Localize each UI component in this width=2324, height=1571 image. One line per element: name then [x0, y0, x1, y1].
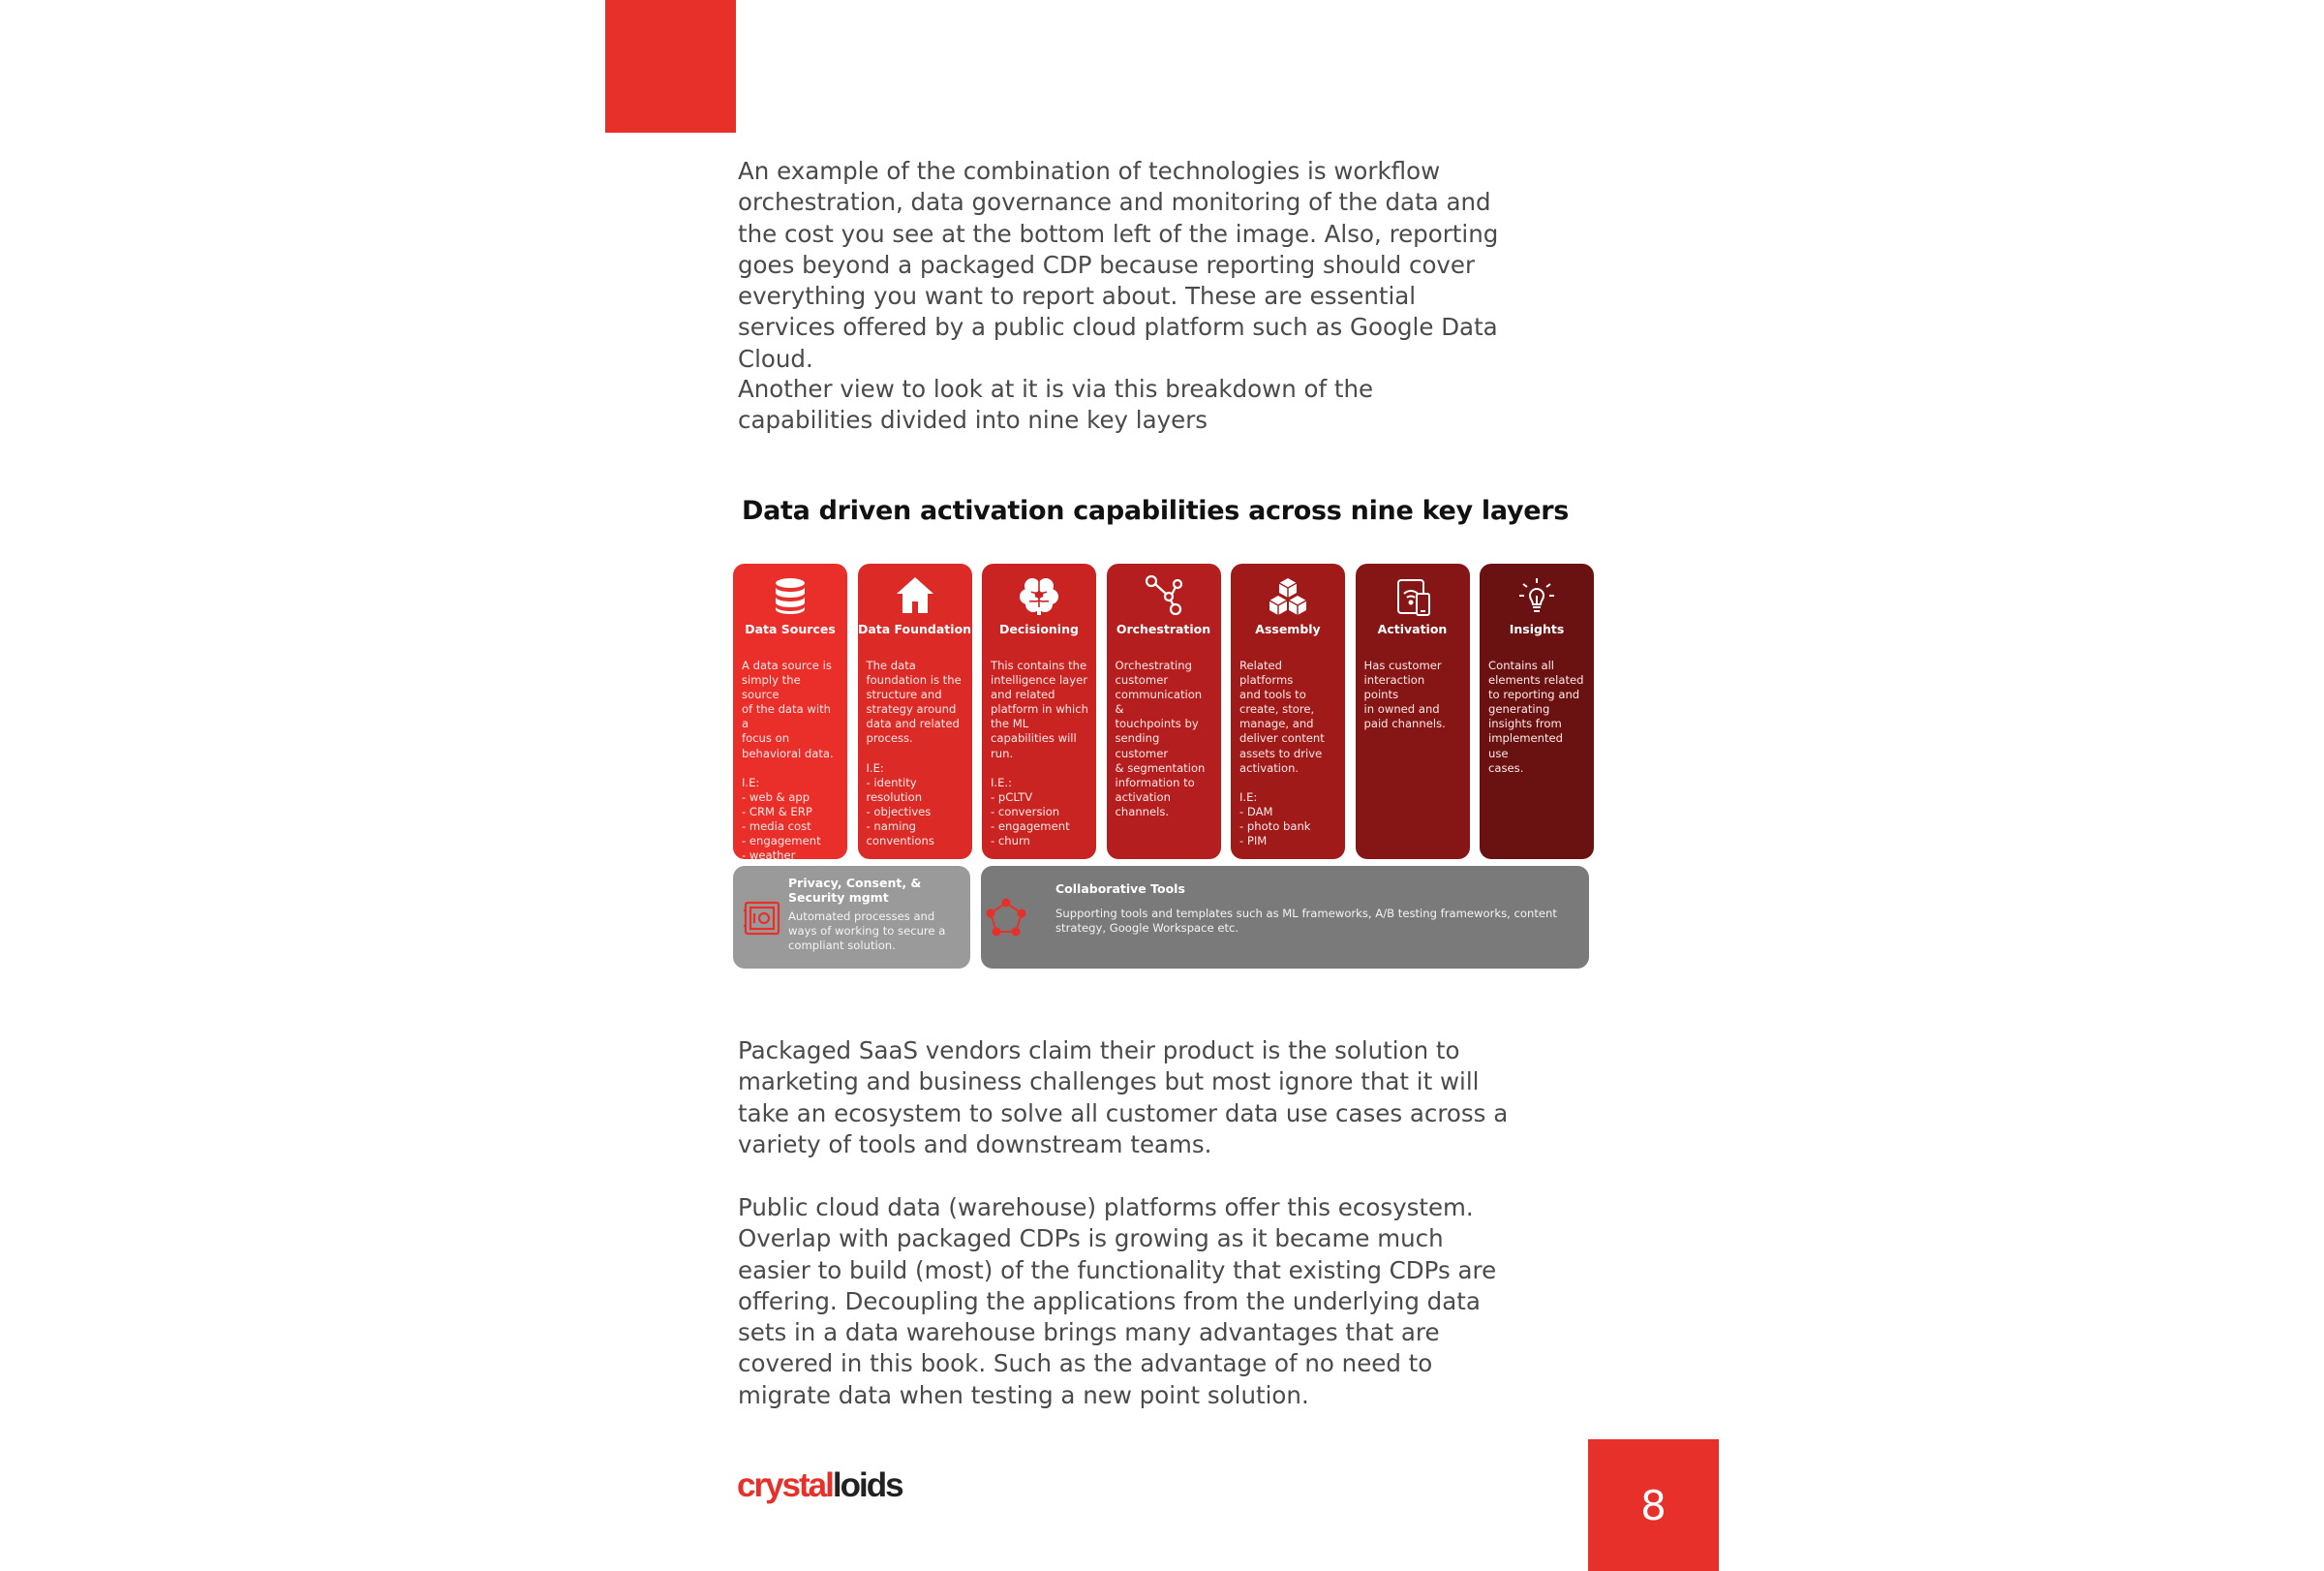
- corner-decoration-top: [605, 0, 736, 133]
- layer-data-sources: [733, 564, 847, 863]
- layer-name: Activation: [1377, 622, 1448, 636]
- database-icon: [733, 571, 847, 620]
- layer-name: Assembly: [1255, 622, 1321, 636]
- layer-name: Data Sources: [745, 622, 836, 636]
- layer-description: Related platforms and tools to create, store, manage, and deliver content assets to drive activation. I.E: - DAM - photo bank - PIM: [1239, 659, 1325, 848]
- tool-collaborative-tools: [981, 866, 1589, 969]
- layer-description: The data foundation is the structure and strategy around data and related process. I.E: - identity resolution - objectives - naming conventions: [866, 659, 962, 848]
- layer-description: Orchestrating customer communication & touchpoints by sending customer & segmentation information to activation channels.: [1115, 659, 1206, 818]
- body-paragraph-1: An example of the combination of technologies is workflow orchestration, data governance and monitoring of the data and the cost you see at the bottom left of the image. Also, reporting goes beyond a packaged CDP because reporting should cover everything you want to report about. These are essential services offered by a public cloud platform such as Google Data Cloud.: [738, 157, 1499, 373]
- layer-insights: [1480, 564, 1594, 859]
- tool-privacy-consent-security: [733, 866, 970, 969]
- figure-title: Data driven activation capabilities across nine key layers: [742, 496, 1570, 526]
- safe-icon: [741, 897, 783, 940]
- layer-name: Orchestration: [1116, 622, 1211, 636]
- tool-description: Automated processes and ways of working to secure a compliant solution.: [788, 909, 946, 952]
- cubes-icon: [1231, 571, 1345, 620]
- layer-activation: [1356, 564, 1470, 859]
- body-paragraph-2: Another view to look at it is via this breakdown of the capabilities divided into nine key layers: [738, 375, 1374, 435]
- layer-data-foundation: [858, 564, 972, 859]
- layer-name: Insights: [1509, 622, 1565, 636]
- brain-icon: [982, 571, 1096, 620]
- tool-name: Collaborative Tools: [1055, 881, 1185, 896]
- page-number: 8: [1588, 1439, 1719, 1571]
- logo-part-2: loids: [832, 1466, 902, 1504]
- devices-icon: [1356, 571, 1470, 620]
- network-icon: [985, 897, 1027, 940]
- layer-description: Contains all elements related to reporting and generating insights from implemented use cases.: [1488, 659, 1584, 775]
- body-paragraph-3: Packaged SaaS vendors claim their product is the solution to marketing and business challenges but most ignore that it will take an ecosystem to solve all customer data use cases across a variety of tools and downstream teams.: [738, 1036, 1509, 1158]
- workflow-icon: [1107, 571, 1221, 620]
- layer-description: Has customer interaction points in owned and paid channels.: [1363, 659, 1446, 731]
- layer-assembly: [1231, 564, 1345, 859]
- lightbulb-icon: [1480, 571, 1594, 620]
- layer-decisioning: [982, 564, 1096, 859]
- layer-orchestration: [1107, 564, 1221, 859]
- layer-description: A data source is simply the source of the data with a focus on behavioral data. I.E: - web & app - CRM & ERP - media cost - engagement - weather: [742, 659, 834, 863]
- logo-part-1: crystal: [737, 1466, 833, 1504]
- crystalloids-logo: [737, 1466, 902, 1505]
- layers-diagram: [733, 564, 1589, 863]
- tool-description: Supporting tools and templates such as ML frameworks, A/B testing frameworks, content strategy, Google Workspace etc.: [1055, 907, 1557, 935]
- layer-name: Decisioning: [999, 622, 1079, 636]
- home-icon: [858, 571, 972, 620]
- layer-description: This contains the intelligence layer and related platform in which the ML capabilities will run. I.E.: - pCLTV - conversion - engagement - churn: [991, 659, 1088, 848]
- body-paragraph-4: Public cloud data (warehouse) platforms offer this ecosystem. Overlap with packaged CDPs is growing as it became much easier to build (most) of the functionality that existing CDPs are offering. Decoupling the applications from the underlying data sets in a data warehouse brings many advantages that are covered in this book. Such as the advantage of no need to migrate data when testing a new point solution.: [738, 1193, 1497, 1409]
- layer-name: Data Foundation: [857, 622, 972, 636]
- tool-name: Privacy, Consent, & Security mgmt: [788, 876, 922, 905]
